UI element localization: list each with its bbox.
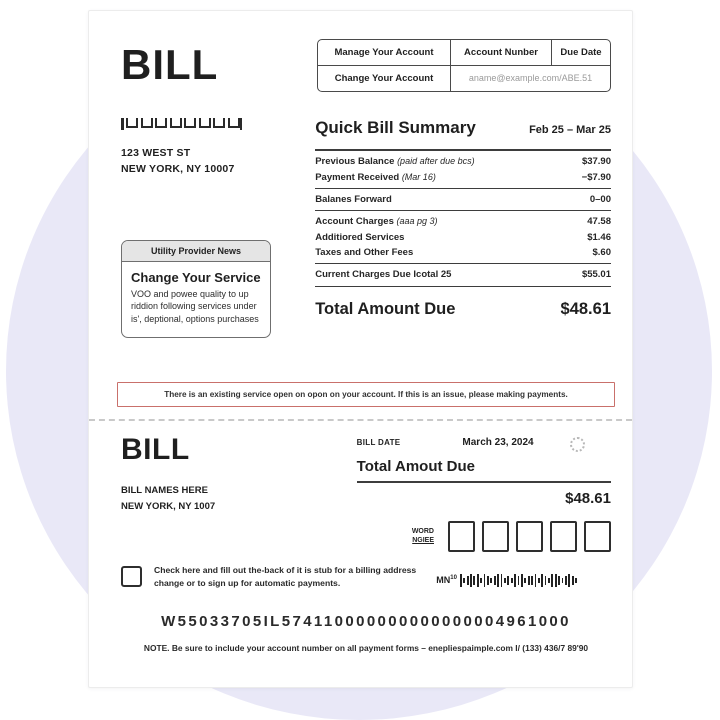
- row-label: Account Charges: [315, 216, 394, 228]
- summary-group: [315, 264, 611, 286]
- total-amount-due-value: $48.61: [560, 299, 611, 318]
- row-value: $55.01: [581, 269, 611, 281]
- row-label: Current Charges Due Icotal 25: [315, 269, 452, 281]
- summary-row: [315, 230, 611, 245]
- account-number-label: Account Nunber: [450, 40, 551, 65]
- word-label-line2: NGIEE: [412, 536, 434, 544]
- summary-row: [315, 267, 611, 282]
- word-entry-label: [412, 528, 434, 546]
- summary-row: [315, 245, 611, 260]
- total-amount-due-label: Total Amount Due: [315, 299, 456, 318]
- sender-address-line2: NEW YORK, NY 10007: [121, 163, 235, 176]
- payment-stub: [121, 421, 611, 653]
- row-label: Additiored Services: [315, 231, 405, 243]
- manage-account-label: Manage Your Account: [334, 47, 434, 58]
- stub-divider: [357, 481, 611, 483]
- summary-row: [315, 169, 611, 184]
- row-value: 47.58: [587, 216, 611, 228]
- payer-city: NEW YORK, NY 1007: [121, 500, 216, 512]
- news-box-title: Change Your Service: [131, 269, 261, 285]
- quick-bill-summary: [315, 118, 611, 338]
- utility-provider-news-box: [121, 240, 271, 339]
- row-value: −$7.90: [581, 171, 611, 183]
- summary-table: [315, 149, 611, 287]
- amount-entry-box[interactable]: [516, 521, 543, 552]
- payment-note: NOTE. Be sure to include your account number on all payment forms – enepliespaimple.com I/ (133) 436/7 89'90: [143, 643, 589, 654]
- account-info-table: [317, 39, 611, 92]
- row-note: (aaa pg 3): [396, 216, 438, 227]
- summary-group: [315, 211, 611, 264]
- bill-date-label: BILL DATE: [356, 438, 401, 448]
- payer-address: [121, 483, 357, 513]
- postal-barcode-bars: [460, 572, 577, 588]
- due-date-label: Due Date: [551, 40, 610, 65]
- postal-barcode-prefix: MN$^{10}$: [436, 575, 457, 586]
- summary-row: [315, 154, 611, 169]
- summary-group: [315, 189, 611, 211]
- account-table-row: [318, 65, 610, 91]
- change-account-label: Change Your Account: [334, 73, 434, 84]
- address-barcode-icon: [121, 118, 315, 131]
- news-box-text: VOO and powee quality to up riddion following services under is', deptional, options purchases: [131, 288, 259, 324]
- stub-total-value: $48.61: [565, 490, 611, 508]
- account-value: aname@example.com/ABE.51: [450, 66, 610, 91]
- row-label: Taxes and Other Fees: [315, 247, 414, 259]
- stub-bill-logo: BILL: [121, 433, 190, 467]
- row-note: (Mar 16): [401, 171, 436, 182]
- sender-address-line1: 123 WEST ST: [121, 147, 191, 159]
- amount-entry-box[interactable]: [584, 521, 611, 552]
- service-alert-banner: There is an existing service open on opon on your account. If this is an issue, please making payments.: [117, 382, 615, 407]
- row-value: $37.90: [581, 156, 611, 168]
- summary-title: Quick Bill Summary: [315, 118, 476, 137]
- row-label: Previous Balance: [315, 156, 395, 168]
- account-table-row: [318, 40, 610, 65]
- bill-body: [121, 118, 611, 338]
- row-value: 0–00: [589, 193, 611, 205]
- amount-entry-row: [357, 521, 611, 552]
- summary-header: [315, 118, 611, 138]
- bill-left-column: [121, 118, 315, 338]
- postal-barcode: [436, 572, 577, 588]
- stub-right-column: [357, 433, 611, 552]
- bill-header: [121, 39, 611, 92]
- bill-date-value: March 23, 2024: [462, 437, 534, 449]
- payment-account-number: W55033705IL574110000000000000004961000: [161, 613, 571, 631]
- word-label-line1: WORD: [411, 528, 434, 536]
- billing-checkbox-text: Check here and fill out the-back of it is stub for a billing address change or to sign up for automatic payments.: [154, 565, 417, 588]
- summary-period: Feb 25 – Mar 25: [529, 124, 611, 136]
- row-label: Payment Received: [315, 171, 400, 183]
- amount-entry-box[interactable]: [550, 521, 577, 552]
- billing-change-checkbox[interactable]: [121, 566, 142, 587]
- summary-row: [315, 192, 611, 207]
- bill-document: [88, 10, 633, 688]
- total-amount-due-row: [315, 300, 611, 319]
- stub-top: [121, 433, 611, 552]
- payer-name: BILL NAMES HERE: [121, 485, 208, 497]
- row-value: $1.46: [587, 231, 611, 243]
- amount-entry-box[interactable]: [448, 521, 475, 552]
- sender-address: [121, 145, 315, 178]
- row-value: $.60: [592, 247, 611, 259]
- billing-checkbox-row: [121, 564, 611, 589]
- bill-logo: BILL: [121, 41, 219, 88]
- stub-left-column: [121, 433, 357, 552]
- summary-row: [315, 214, 611, 229]
- news-box-header: Utility Provider News: [122, 241, 270, 262]
- stub-total-label: Total Amout Due: [356, 458, 475, 476]
- amount-entry-box[interactable]: [482, 521, 509, 552]
- summary-group: [315, 151, 611, 189]
- row-label: Balanes Forward: [315, 193, 392, 205]
- news-box-body: [122, 262, 270, 338]
- row-note: (paid after due bcs): [397, 156, 475, 167]
